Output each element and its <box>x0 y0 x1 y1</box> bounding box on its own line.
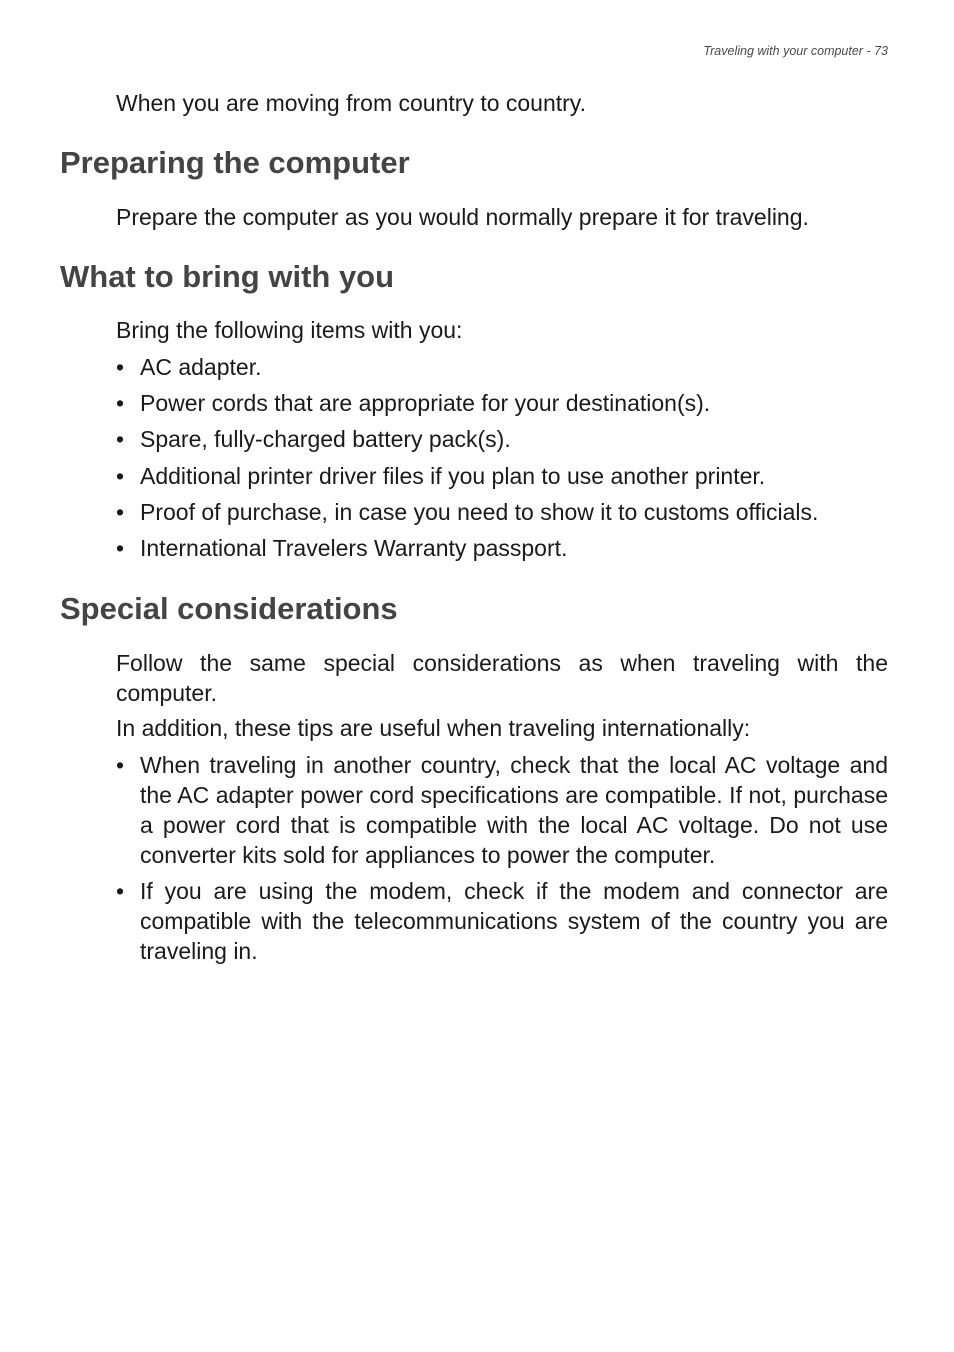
bullet-icon: • <box>116 390 125 417</box>
list-item-text: International Travelers Warranty passport. <box>140 534 568 561</box>
list-item-text: Additional printer driver files if you plan to use another printer. <box>140 462 766 489</box>
list-item <box>116 533 888 563</box>
bullet-icon: • <box>116 426 125 453</box>
special-paragraph-1: Follow the same special considerations as when traveling with the computer. <box>116 650 888 706</box>
bring-items-list <box>116 352 888 569</box>
bullet-icon: • <box>116 878 125 904</box>
special-paragraph-2: In addition, these tips are useful when traveling internationally: <box>116 715 751 741</box>
list-item-text: Power cords that are appropriate for your destination(s). <box>140 390 711 417</box>
list-item-text: If you are using the modem, check if the modem and connector are compatible with the telecommunications system of the country you are traveling in. <box>140 878 888 964</box>
intro-paragraph: When you are moving from country to country. <box>116 90 586 116</box>
list-item-text: Proof of purchase, in case you need to show it to customs officials. <box>140 498 819 525</box>
list-item <box>116 388 888 418</box>
bullet-icon: • <box>116 534 125 561</box>
heading-special-considerations: Special considerations <box>60 591 398 626</box>
list-item-text: When traveling in another country, check that the local AC voltage and the AC adapter power cord specifications are compatible. If not, purchase a power cord that is compatible with the local AC voltage. Do not use converter kits sold for appliances to power the computer. <box>140 752 888 868</box>
list-item <box>116 497 888 527</box>
preparing-paragraph: Prepare the computer as you would normally prepare it for traveling. <box>116 204 809 230</box>
list-item-text: Spare, fully-charged battery pack(s). <box>140 426 511 453</box>
list-item <box>116 424 888 454</box>
list-item <box>116 461 888 491</box>
bring-intro-paragraph: Bring the following items with you: <box>116 317 463 343</box>
list-item <box>116 876 888 966</box>
heading-what-to-bring: What to bring with you <box>60 259 395 294</box>
bullet-icon: • <box>116 752 125 778</box>
list-item-text: AC adapter. <box>140 354 262 380</box>
list-item <box>116 750 888 870</box>
bullet-icon: • <box>116 462 125 489</box>
heading-preparing-the-computer: Preparing the computer <box>60 145 410 180</box>
international-tips-list <box>116 750 888 972</box>
running-header: Traveling with your computer - 73 <box>703 44 888 58</box>
bullet-icon: • <box>116 354 125 380</box>
bullet-icon: • <box>116 498 125 525</box>
list-item <box>116 352 888 382</box>
